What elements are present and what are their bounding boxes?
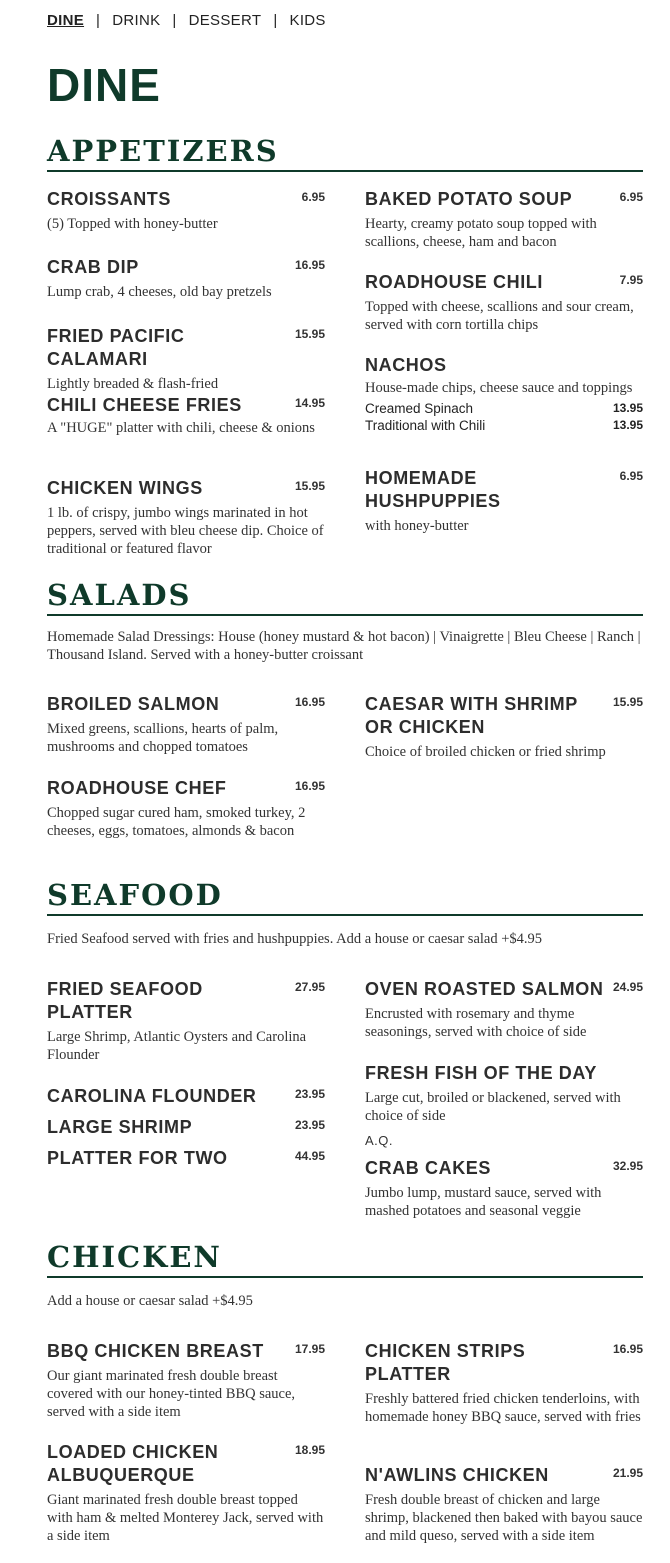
option-price: 13.95	[612, 418, 643, 432]
section-title-seafood: SEAFOOD	[47, 878, 643, 916]
item-name: ROADHOUSE CHILI	[365, 272, 544, 292]
item-description: Lump crab, 4 cheeses, old bay pretzels	[47, 284, 272, 300]
item-name: LOADED CHICKEN ALBUQUERQUE	[47, 1442, 219, 1485]
menu-item-oven-roasted-salmon	[365, 978, 643, 1041]
item-description: Our giant marinated fresh double breast covered with our honey-tinted BBQ sauce, served with a side item	[47, 1368, 296, 1420]
menu-item-large-shrimp	[47, 1116, 325, 1139]
item-description: Fresh double breast of chicken and large shrimp, blackened then baked with bayou sauce and mild queso, served with a side item	[365, 1492, 643, 1544]
item-price: 17.95	[294, 1342, 325, 1356]
market-price-label: A.Q.	[365, 1133, 394, 1148]
item-name: NACHOS	[365, 355, 447, 375]
item-name: FRIED PACIFIC CALAMARI	[47, 326, 185, 369]
section-title-salads: SALADS	[47, 578, 643, 616]
item-description: Encrusted with rosemary and thyme seasonings, served with choice of side	[365, 1006, 587, 1040]
item-name: HOMEMADE HUSHPUPPIES	[365, 468, 501, 511]
item-description: (5) Topped with honey-butter	[47, 216, 218, 232]
item-description: Mixed greens, scallions, hearts of palm, mushrooms and chopped tomatoes	[47, 721, 279, 755]
item-price: 16.95	[294, 779, 325, 793]
item-price: 23.95	[294, 1087, 325, 1101]
item-description: Choice of broiled chicken or fried shrimp	[365, 744, 606, 760]
section-title-chicken: CHICKEN	[47, 1240, 643, 1278]
item-description: Jumbo lump, mustard sauce, served with mashed potatoes and seasonal veggie	[365, 1185, 602, 1219]
menu-item-caesar-with-shrimp-or-chicken	[365, 693, 643, 761]
nav-dine[interactable]: DINE	[47, 12, 85, 29]
item-name: FRESH FISH OF THE DAY	[365, 1063, 597, 1083]
menu-item-crab-dip	[47, 256, 325, 301]
item-price: 6.95	[301, 190, 325, 204]
salads-note: Homemade Salad Dressings: House (honey mustard & hot bacon) | Vinaigrette | Bleu Cheese | Ranch | Thousand Island. Served with a honey-butter croissant	[47, 629, 641, 663]
item-price: 6.95	[619, 190, 643, 204]
menu-item-roadhouse-chili	[365, 271, 643, 334]
option-price: 13.95	[612, 401, 643, 415]
item-price: 44.95	[294, 1149, 325, 1163]
nav-kids[interactable]: KIDS	[289, 12, 326, 29]
item-description: with honey-butter	[365, 518, 469, 534]
option-label: Traditional with Chili	[365, 418, 486, 433]
menu-item-chicken-wings	[47, 477, 325, 558]
menu-item-platter-for-two	[47, 1147, 325, 1170]
menu-item-carolina-flounder	[47, 1085, 325, 1108]
menu-item-nachos	[365, 354, 643, 434]
item-name: N'AWLINS CHICKEN	[365, 1465, 549, 1485]
item-price: 6.95	[619, 469, 643, 483]
nav-dessert[interactable]: DESSERT	[188, 12, 262, 29]
item-description: Freshly battered fried chicken tenderloins, with homemade honey BBQ sauce, served with fries	[365, 1391, 641, 1425]
item-option	[365, 400, 643, 417]
nav-separator: |	[172, 12, 177, 29]
item-price: 16.95	[612, 1342, 643, 1356]
item-description: Large Shrimp, Atlantic Oysters and Carolina Flounder	[47, 1029, 307, 1063]
item-description: House-made chips, cheese sauce and toppings	[365, 380, 633, 396]
item-price: 16.95	[294, 695, 325, 709]
item-name: CROISSANTS	[47, 189, 172, 209]
item-description: Hearty, creamy potato soup topped with scallions, cheese, ham and bacon	[365, 216, 597, 250]
item-name: CAROLINA FLOUNDER	[47, 1086, 257, 1106]
menu-item-chicken-strips-platter	[365, 1340, 643, 1426]
item-description: Chopped sugar cured ham, smoked turkey, 2 cheeses, eggs, tomatoes, almonds & bacon	[47, 805, 306, 839]
item-option	[365, 417, 643, 434]
menu-item-crab-cakes	[365, 1157, 643, 1220]
menu-item-loaded-chicken-albuquerque	[47, 1441, 325, 1545]
item-description: Lightly breaded & flash-fried	[47, 376, 219, 392]
item-name: BROILED SALMON	[47, 694, 220, 714]
item-description: A "HUGE" platter with chili, cheese & onions	[47, 420, 315, 436]
menu-item-chili-cheese-fries	[47, 394, 325, 437]
item-name: BBQ CHICKEN BREAST	[47, 1341, 264, 1361]
menu-item-fried-pacific-calamari	[47, 325, 325, 393]
item-name: PLATTER FOR TWO	[47, 1148, 228, 1168]
item-name: CHILI CHEESE FRIES	[47, 395, 242, 415]
item-price: 24.95	[612, 980, 643, 994]
item-price: 32.95	[612, 1159, 643, 1173]
item-description: 1 lb. of crispy, jumbo wings marinated in hot peppers, served with bleu cheese dip. Choice of traditional or featured flavor	[47, 505, 324, 557]
menu-item-baked-potato-soup	[365, 188, 643, 251]
menu-item-nawlins-chicken	[365, 1464, 643, 1545]
nav-separator: |	[96, 12, 101, 29]
item-price: 7.95	[619, 273, 643, 287]
item-name: LARGE SHRIMP	[47, 1117, 193, 1137]
item-description: Giant marinated fresh double breast topped with ham & melted Monterey Jack, served with a side item	[47, 1492, 324, 1544]
item-price: 15.95	[294, 327, 325, 341]
page-title: DINE	[47, 59, 161, 111]
item-price: 18.95	[294, 1443, 325, 1457]
item-name: CHICKEN WINGS	[47, 478, 203, 498]
item-price: 15.95	[612, 695, 643, 709]
item-name: OVEN ROASTED SALMON	[365, 979, 604, 999]
section-title-appetizers: APPETIZERS	[47, 134, 643, 172]
menu-item-homemade-hushpuppies	[365, 467, 643, 535]
item-name: CRAB CAKES	[365, 1158, 492, 1178]
seafood-note: Fried Seafood served with fries and hushpuppies. Add a house or caesar salad +$4.95	[47, 931, 543, 947]
menu-item-fried-seafood-platter	[47, 978, 325, 1064]
item-price: 21.95	[612, 1466, 643, 1480]
item-name: CHICKEN STRIPS PLATTER	[365, 1341, 526, 1384]
item-name: CRAB DIP	[47, 257, 139, 277]
item-price: 14.95	[294, 396, 325, 410]
item-price: 15.95	[294, 479, 325, 493]
item-description: Large cut, broiled or blackened, served with choice of side	[365, 1090, 621, 1124]
menu-item-croissants	[47, 188, 325, 233]
chicken-note: Add a house or caesar salad +$4.95	[47, 1293, 253, 1309]
menu-item-bbq-chicken-breast	[47, 1340, 325, 1421]
item-price: 16.95	[294, 258, 325, 272]
item-description: Topped with cheese, scallions and sour cream, served with corn tortilla chips	[365, 299, 634, 333]
menu-item-fresh-fish-of-the-day	[365, 1062, 643, 1148]
item-name: BAKED POTATO SOUP	[365, 189, 573, 209]
menu-item-broiled-salmon	[47, 693, 325, 756]
item-name: ROADHOUSE CHEF	[47, 778, 227, 798]
menu-nav	[47, 12, 326, 29]
nav-drink[interactable]: DRINK	[112, 12, 161, 29]
option-label: Creamed Spinach	[365, 401, 474, 416]
item-name: CAESAR WITH SHRIMP OR CHICKEN	[365, 694, 578, 737]
menu-item-roadhouse-chef	[47, 777, 325, 840]
item-price: 23.95	[294, 1118, 325, 1132]
item-price: 27.95	[294, 980, 325, 994]
item-name: FRIED SEAFOOD PLATTER	[47, 979, 203, 1022]
nav-separator: |	[273, 12, 278, 29]
